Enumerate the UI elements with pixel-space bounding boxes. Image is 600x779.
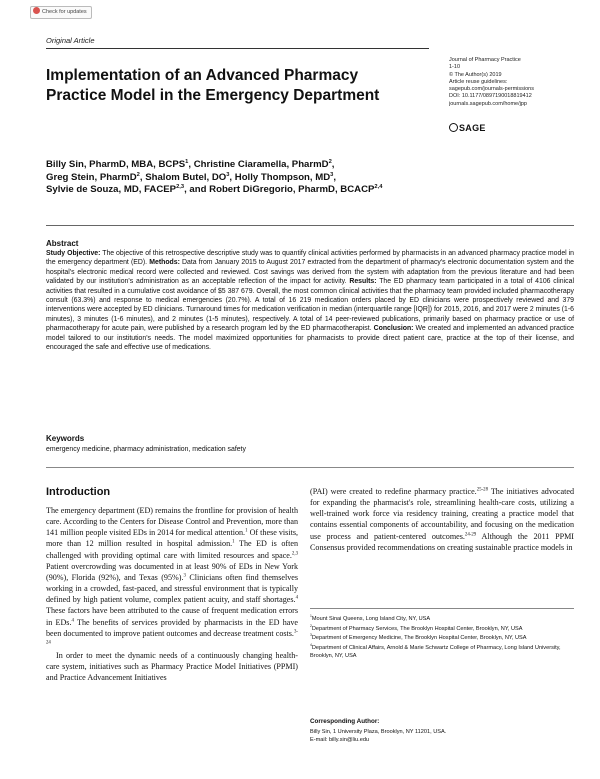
methods-label: Methods:	[149, 259, 180, 267]
conclusion-label: Conclusion:	[373, 325, 414, 333]
objective-text: The objective of this retrospective descriptive study was to quantify clinical activities performed by pharmacists in an advanced pharmacy practice model in the emergency department (ED).	[46, 250, 574, 267]
abstract-divider	[46, 225, 574, 226]
keywords-heading: Keywords	[46, 434, 85, 443]
author-name: Holly Thompson, MD	[234, 171, 331, 183]
journal-doi[interactable]: DOI: 10.1177/0897190018819412	[449, 93, 532, 100]
affiliations	[310, 615, 574, 661]
journal-permissions-link[interactable]: sagepub.com/journals-permissions	[449, 86, 534, 93]
author-name: Sylvie de Souza, MD, FACEP	[46, 184, 177, 195]
body-paragraph: The emergency department (ED) remains the frontline for provision of health care. According to the Centers for Disease Control and Prevention, more than 141 million people visited EDs in 2014 for medical attention.$^1$ Of these visits, more than 12 million resulted in hospital admission.$^1$ The ED is often challenged with providing optimal care with limited resources and space.$^{2,3}$ Patient overcrowding was documented in at least 90% of EDs in New York (90%), Florida (92%), and Texas (95%).$^3$ Clinicians often find themselves working in a crowded, fast-paced, and stressful environment that is typically defined by high patient volume, complex patient acuity, and staff shortages.$^4$ These factors have been attributed to the cause of frequent medication errors in EDs.$^4$ The benefits of services provided by pharmacists in the ED have been documented to improve patient outcomes and decrease treatment costs.$^{3-24}$	[46, 506, 299, 646]
keywords-list: emergency medicine, pharmacy administration, medication safety	[46, 446, 246, 453]
article-title: Implementation of an Advanced Pharmacy Practice Model in the Emergency Department	[46, 67, 380, 104]
abstract-body	[46, 249, 574, 352]
check-for-updates-badge[interactable]	[30, 6, 92, 19]
sage-logo-icon	[449, 123, 458, 132]
author-affiliation: 1	[185, 158, 189, 165]
citation: 1	[245, 528, 248, 534]
citation: 3	[183, 573, 186, 579]
author-name: Billy Sin, PharmD, MBA, BCPS	[46, 159, 186, 170]
body-column-left	[46, 505, 298, 684]
footnote-divider	[310, 608, 574, 609]
publisher-name: SAGE	[459, 123, 486, 133]
affiliation-item: $^3$Department of Emergency Medicine, The Brooklyn Hospital Center, Brooklyn, NY, USA	[310, 633, 527, 641]
conclusion-text: We created and implemented an advanced practice model tailored to our institution's needs. The model maximized opportunities for pharmacists to provide direct patient care, practice at the top of their license, and encouraged the safe and effective use of medications.	[46, 325, 574, 352]
citation: 25-28	[476, 487, 489, 493]
corresponding-email[interactable]: E-mail: billy.sin@liu.edu	[310, 737, 370, 743]
results-label: Results:	[349, 278, 377, 286]
introduction-heading: Introduction	[46, 486, 111, 498]
journal-name: Journal of Pharmacy Practice	[449, 57, 521, 63]
methods-text: Data from January 2015 to August 2017 extracted from the department of pharmacy's electronic documentation system and the hospital's electronic medical record were collected and reviewed. Cost savings was derived from the system with adaptation from the previous literature and had been validated by our institution's administration as an acceptable reflection of the impact for activity.	[46, 259, 574, 286]
citation: 4	[71, 617, 74, 623]
affiliation-item: $^2$Department of Pharmacy Services, The Brooklyn Hospital Center, Brooklyn, NY, USA	[310, 623, 523, 632]
author-name: Greg Stein, PharmD	[46, 171, 137, 183]
author-list: Billy Sin, PharmD, MBA, BCPS$^1$, Christine Ciaramella, PharmD$^2$, Greg Stein, PharmD$^2$, Shalom Butel, $DO^3$, Holly Thompson, $MD^3$, Sylvie de Souza, MD, FACEP$^{2,3}$, and Robert DiGregorio, PharmD, BCACP$^{2,4}$	[46, 158, 383, 195]
objective-label: Study Objective:	[46, 250, 101, 257]
affiliation-item: $^4$Department of Clinical Affairs, Arnold & Marie Schwartz College of Pharmacy, Long Island University, Brooklyn, NY, USA	[310, 642, 561, 659]
author-affiliation: 3	[330, 171, 334, 178]
author-name: Shalom Butel, DO	[145, 171, 227, 183]
corresponding-author-details	[310, 728, 574, 744]
author-affiliation: 2	[136, 171, 140, 178]
journal-home-link[interactable]: journals.sagepub.com/home/jpp	[449, 100, 527, 107]
citation: 1	[232, 539, 235, 545]
journal-reuse: Article reuse guidelines:	[449, 78, 508, 85]
body-paragraph: (PAI) were created to redefine pharmacy practice.$^{25-28}$ The initiatives advocated for expanding the pharmacist's role, streamlining health-care costs, utilizing a well-trained work force via residency training, creating a practice model that contains essential components of accountability, and focusing on the medication use process and patient-centered outcomes.$^{24-29}$ Although the 2011 PPMI Consensus provided recommendations on creating sustainable practice models in	[310, 487, 574, 552]
publisher-logo	[449, 123, 486, 133]
header-divider	[46, 48, 429, 49]
journal-info	[449, 57, 574, 108]
journal-pages: 1-10	[449, 64, 461, 71]
check-for-updates-icon	[33, 7, 40, 14]
corresponding-address: Billy Sin, 1 University Plaza, Brooklyn, NY 11201, USA.	[310, 729, 447, 735]
affiliation-item: $^1$Mount Sinai Queens, Long Island City, NY, USA	[310, 614, 431, 622]
results-text: The ED pharmacy team participated in a total of 4106 clinical activities that resulted in a cumulative cost avoidance of $5 387 679. Overall, the most common clinical activities that the pharmacy team provided included pharmacotherapy consult (63.3%) and response to medical emergencies (20.7%). A total of 16 219 medication orders placed by ED clinicians were prospectively reviewed and 379 interventions were accepted by ED clinicians. Turnaround times for medication verification in median (interquartile range [IQR]) for 2015, 2016, and 2017 were 2 minutes (1-6 minutes), 3 minutes (1-6 minutes), and 2 minutes (1-5 minutes), respectively. A total of 14 peer-reviewed publications, primarily based on pharmacy practice or use of pharmacotherapy for acute pain, were published by a research program led by the ED pharmacotherapist.	[46, 278, 574, 333]
abstract-heading: Abstract	[46, 239, 79, 248]
article-type-label: Original Article	[46, 36, 95, 45]
author-affiliation: 2,4	[374, 183, 383, 190]
citation: 24-29	[464, 531, 477, 537]
author-affiliation: 2	[328, 158, 332, 165]
citation: 2,3	[291, 550, 298, 556]
citation: 4	[295, 595, 298, 601]
body-paragraph: In order to meet the dynamic needs of a continuously changing health-care system, initiatives such as Pharmacy Practice Model Initiatives (PPMI) and Practice Advancement Initiatives	[46, 651, 298, 683]
body-column-right	[310, 486, 574, 553]
author-affiliation: 2,3	[176, 183, 185, 190]
author-affiliation: 3	[226, 171, 230, 178]
corresponding-author-heading: Corresponding Author:	[310, 718, 380, 725]
badge-label: Check for updates	[42, 9, 87, 15]
journal-copyright: © The Author(s) 2019	[449, 71, 502, 78]
author-name: Christine Ciaramella, PharmD	[193, 159, 329, 170]
author-name: Robert DiGregorio, PharmD, BCACP	[209, 184, 375, 195]
keywords-divider	[46, 467, 574, 468]
citation: 3-24	[46, 629, 298, 646]
